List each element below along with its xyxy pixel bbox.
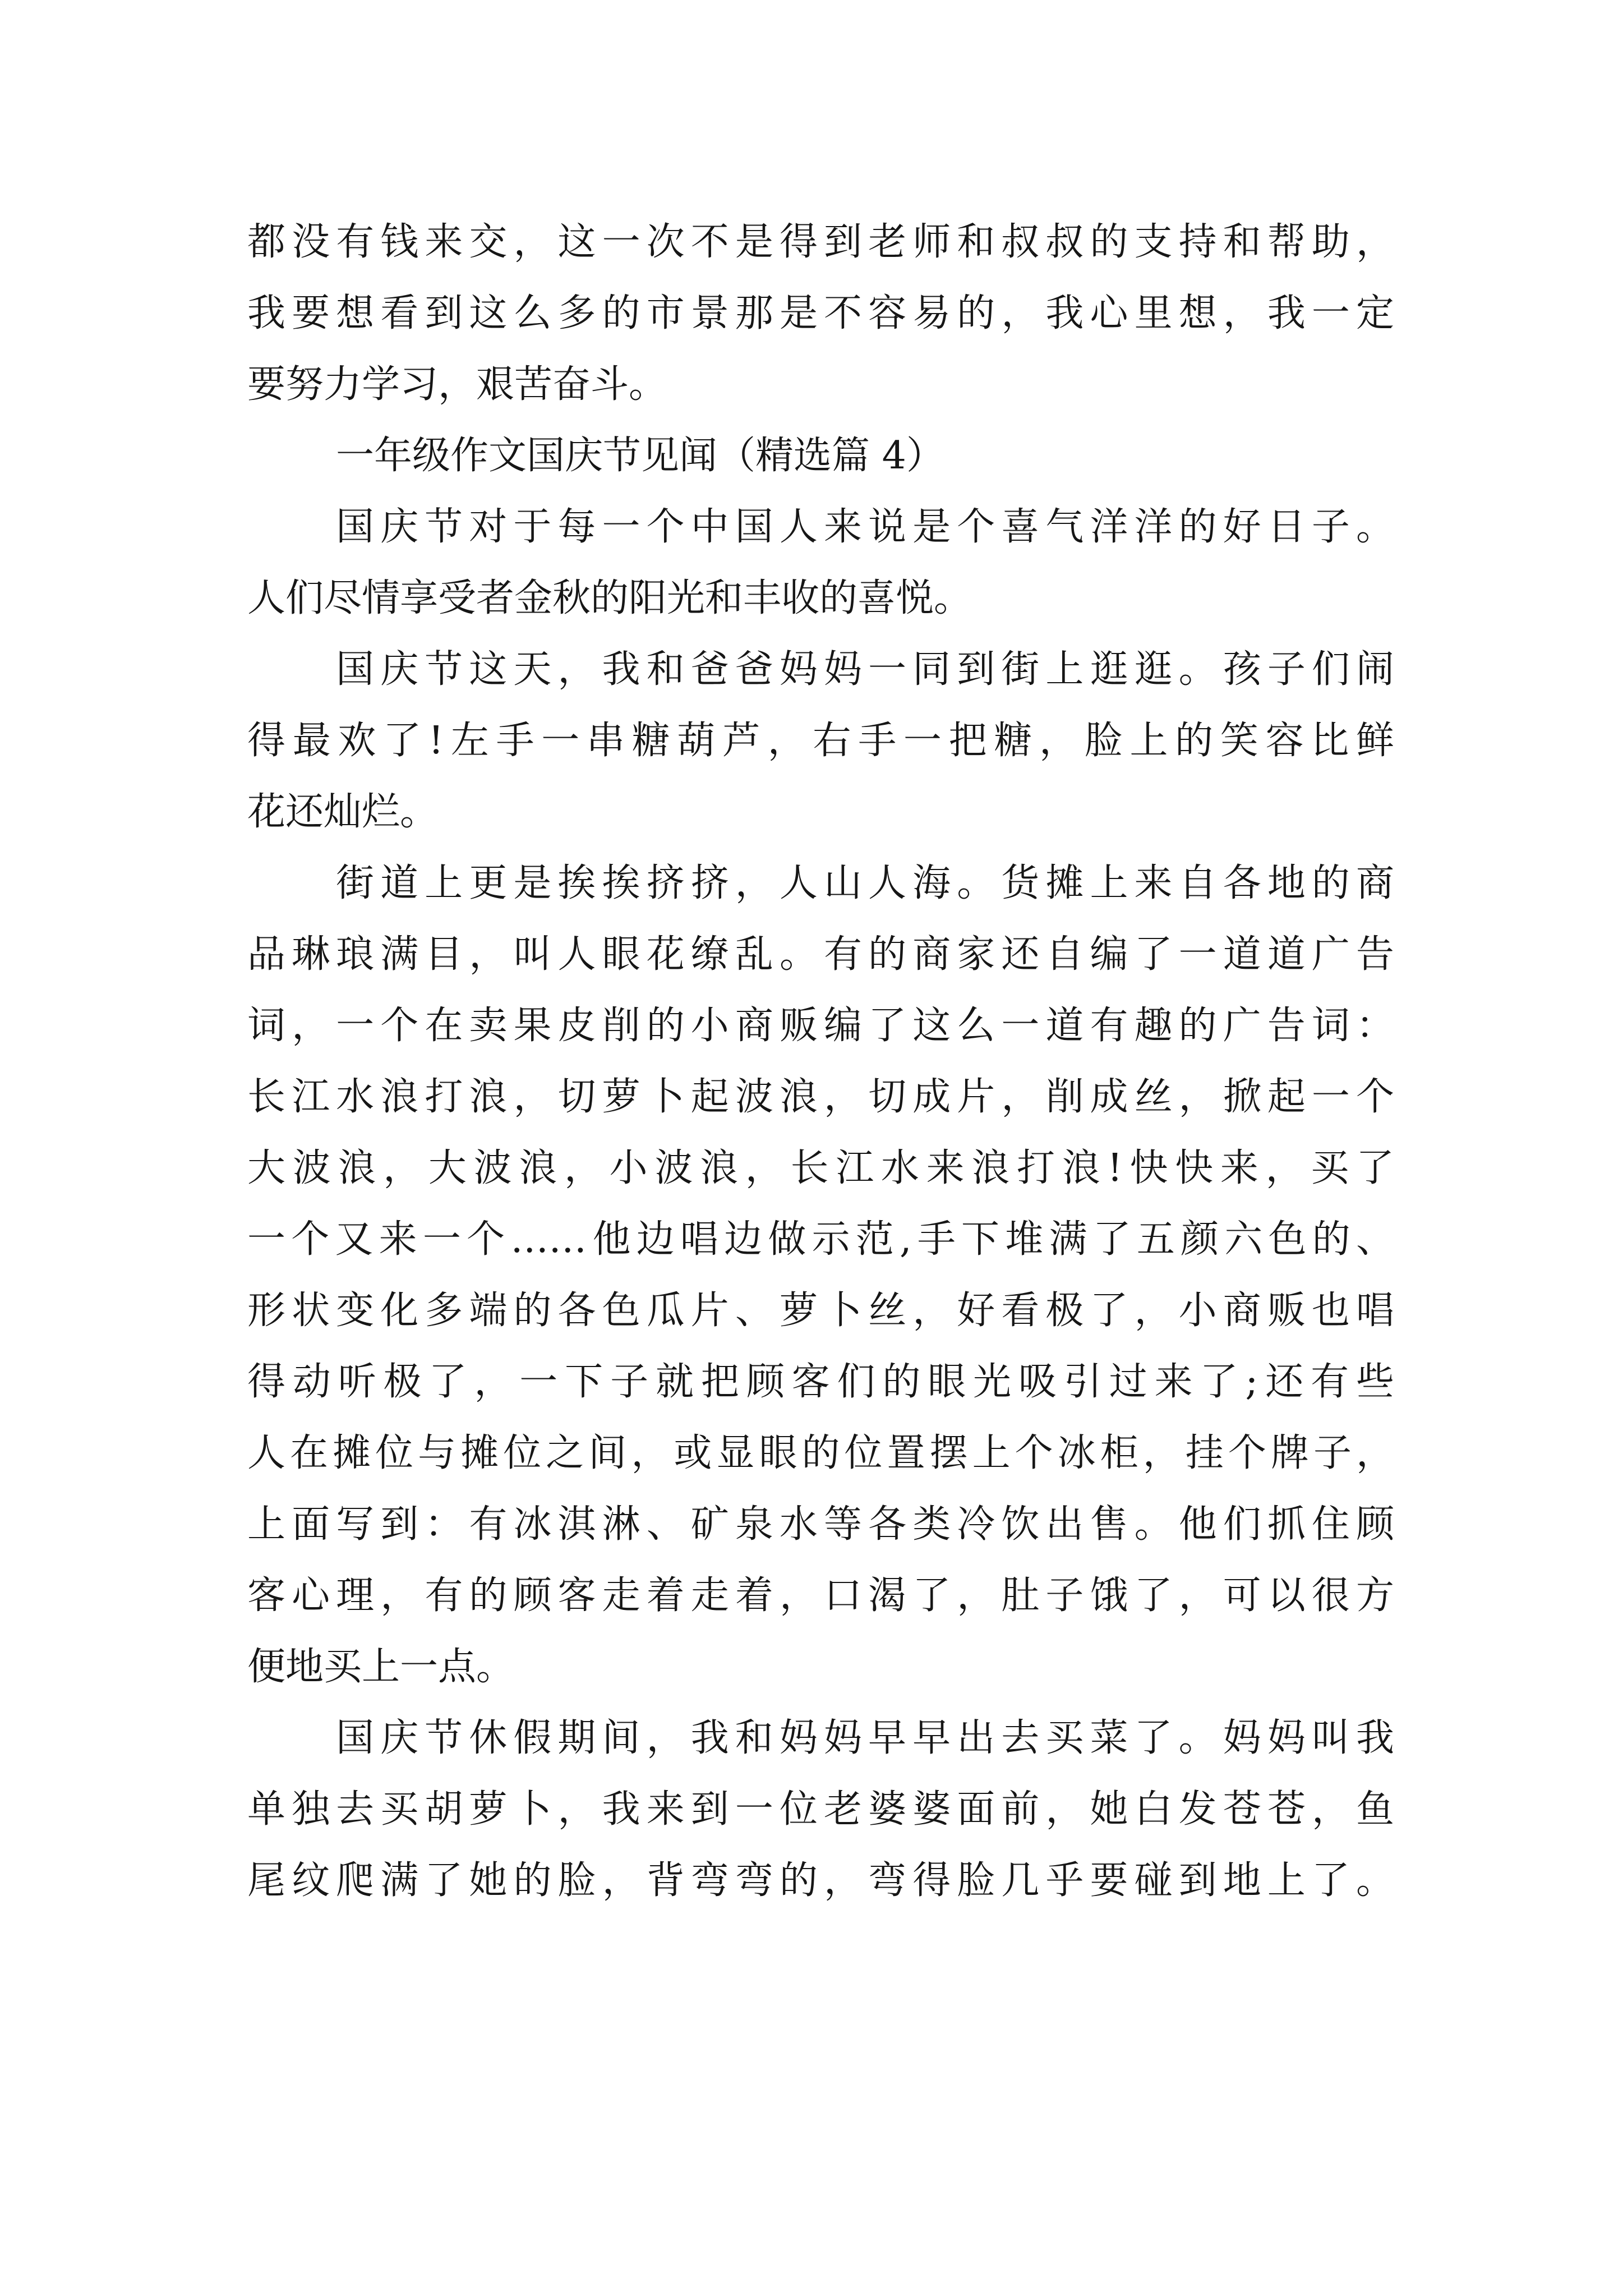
text-line: 词，一个在卖果皮削的小商贩编了这么一道有趣的广告词： (247, 1004, 1394, 1048)
text-line: 尾纹爬满了她的脸，背弯弯的，弯得脸几乎要碰到地上了。 (247, 1858, 1394, 1903)
text-line: 得最欢了!左手一串糖葫芦，右手一把糖，脸上的笑容比鲜 (247, 719, 1394, 763)
text-line: 便地买上一点。 (247, 1645, 515, 1689)
text-line: 街道上更是挨挨挤挤，人山人海。货摊上来自各地的商 (336, 861, 1394, 905)
text-line: 形状变化多端的各色瓜片、萝卜丝，好看极了，小商贩也唱 (247, 1289, 1394, 1333)
text-line: 得动听极了，一下子就把顾客们的眼光吸引过来了;还有些 (247, 1360, 1394, 1404)
text-line: 大波浪，大波浪，小波浪，长江水来浪打浪!快快来，买了 (247, 1146, 1394, 1190)
section-heading: 一年级作文国庆节见闻（精选篇 4） (336, 434, 944, 478)
text-line: 人在摊位与摊位之间，或显眼的位置摆上个冰柜，挂个牌子， (247, 1431, 1394, 1475)
text-line: 我要想看到这么多的市景那是不容易的，我心里想，我一定 (247, 291, 1394, 335)
text-line: 一个又来一个……他边唱边做示范,手下堆满了五颜六色的、 (247, 1217, 1394, 1262)
text-line: 上面写到：有冰淇淋、矿泉水等各类冷饮出售。他们抓住顾 (247, 1502, 1394, 1547)
text-line: 要努力学习，艰苦奋斗。 (247, 362, 667, 407)
text-line: 都没有钱来交，这一次不是得到老师和叔叔的支持和帮助， (247, 220, 1394, 264)
text-line: 国庆节这天，我和爸爸妈妈一同到街上逛逛。孩子们闹 (336, 647, 1394, 692)
text-line: 国庆节休假期间，我和妈妈早早出去买菜了。妈妈叫我 (336, 1716, 1394, 1760)
text-line: 品琳琅满目，叫人眼花缭乱。有的商家还自编了一道道广告 (247, 932, 1394, 977)
text-line: 国庆节对于每一个中国人来说是个喜气洋洋的好日子。 (336, 505, 1394, 549)
text-line: 人们尽情享受者金秋的阳光和丰收的喜悦。 (247, 576, 972, 620)
text-line: 客心理，有的顾客走着走着，口渴了，肚子饿了，可以很方 (247, 1573, 1394, 1618)
text-line: 长江水浪打浪，切萝卜起波浪，切成片，削成丝，掀起一个 (247, 1075, 1394, 1119)
text-line: 单独去买胡萝卜，我来到一位老婆婆面前，她白发苍苍，鱼 (247, 1787, 1394, 1832)
text-line: 花还灿烂。 (247, 790, 439, 834)
